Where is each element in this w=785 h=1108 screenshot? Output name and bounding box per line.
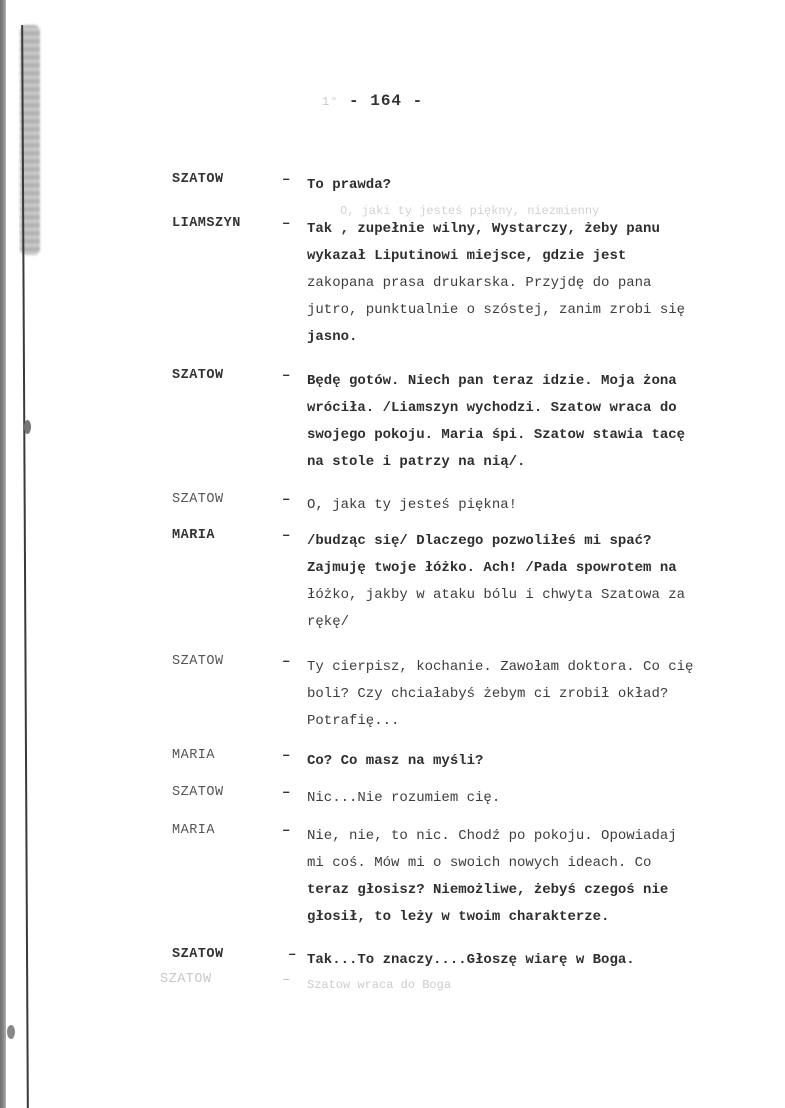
speaker-name: MARIA [172,823,216,838]
dialogue-dash: – [282,654,291,670]
speaker-name: SZATOW [172,654,224,669]
binding-mark [24,420,31,434]
dialogue-line: swojego pokoju. Maria śpi. Szatow stawia tacę [307,427,686,443]
dialogue-dash: – [282,368,291,384]
dialogue-dash: – [282,492,291,508]
dialogue-text [307,823,767,931]
dialogue-line: mi coś. Mów mi o swoich nowych ideach. Co [307,855,652,871]
scan-edge-strip [0,0,6,1108]
speaker-name: MARIA [172,748,216,763]
speaker-name: LIAMSZYN [172,216,241,231]
dialogue-dash: – [282,785,291,801]
speaker-name: SZATOW [172,785,224,800]
dialogue-text [307,368,767,476]
dialogue-text [307,172,767,199]
dialogue-line: Nic...Nie rozumiem cię. [307,790,501,806]
binding-mark [7,1025,15,1039]
dialogue-line: Ty cierpisz, kochanie. Zawołam doktora. Co cię [307,659,694,675]
dialogue-line: teraz głosisz? Niemożliwe, żebyś czegoś nie [307,882,669,898]
dialogue-text [307,785,767,812]
dialogue-line: Nie, nie, to nic. Chodź po pokoju. Opowiadaj [307,828,677,844]
dialogue-dash: – [282,528,291,544]
dialogue-text [307,528,767,636]
dialogue-line: To prawda? [307,177,392,193]
dialogue-line: Co? Co masz na myśli? [307,753,484,769]
dialogue-text [307,216,767,351]
bleed-through-line: Szatow wraca do Boga [307,978,452,992]
page-number-text: - 164 - [349,92,424,110]
dialogue-text [307,748,767,775]
dialogue-line: na stole i patrzy na nią/. [307,454,526,470]
dialogue-dash: – [288,947,297,963]
dialogue-line: głosił, to leży w twoim charakterze. [307,909,610,925]
dialogue-line: Potrafię... [307,713,400,729]
page-number [322,92,423,110]
dialogue-line: Będę gotów. Niech pan teraz idzie. Moja żona [307,373,677,389]
speaker-name: SZATOW [172,172,224,187]
dialogue-line: rękę/ [307,614,350,630]
dialogue-line: /budząc się/ Dlaczego pozwoliłeś mi spać? [307,533,652,549]
dialogue-line: Tak , zupełnie wilny, Wystarczy, żeby panu [307,221,660,237]
dialogue-dash: – [282,748,291,764]
dialogue-dash: – [282,172,291,188]
dialogue-line: Tak...To znaczy....Głoszę wiarę w Boga. [307,952,635,968]
speaker-name: SZATOW [172,492,224,507]
dialogue-line: O, jaka ty jesteś piękna! [307,497,518,513]
dialogue-line: boli? Czy chciałabyś żebym ci zrobił okład? [307,686,669,702]
dialogue-text [307,654,767,735]
speaker-name: SZATOW [172,947,224,962]
dialogue-text [307,492,767,519]
dialogue-line: zakopana prasa drukarska. Przyjdę do pana [307,275,652,291]
bleed-through-text: O, jaki ty jesteś piękny, niezmienny [340,204,600,218]
dialogue-line: łóżko, jakby w ataku bólu i chwyta Szatowa za [307,587,686,603]
dialogue-line: Zajmuję twoje łóżko. Ach! /Pada spowrotem na [307,560,677,576]
dialogue-line: wróciła. /Liamszyn wychodzi. Szatow wraca do [307,400,677,416]
dialogue-dash: – [282,972,291,988]
dialogue-dash: – [282,823,291,839]
speaker-name: MARIA [172,528,216,543]
speaker-name: SZATOW [172,368,224,383]
dialogue-line: jutro, punktualnie o szóstej, zanim zrobi się [307,302,686,318]
bleed-through-text [307,972,767,999]
dialogue-text [307,947,767,974]
dialogue-dash: – [282,216,291,232]
bleed-through-speaker: SZATOW [160,972,212,987]
dialogue-line: jasno. [307,329,358,345]
dialogue-line: wykazał Liputinowi miejsce, gdzie jest [307,248,627,264]
page-number-ghost: 1° [322,95,339,109]
